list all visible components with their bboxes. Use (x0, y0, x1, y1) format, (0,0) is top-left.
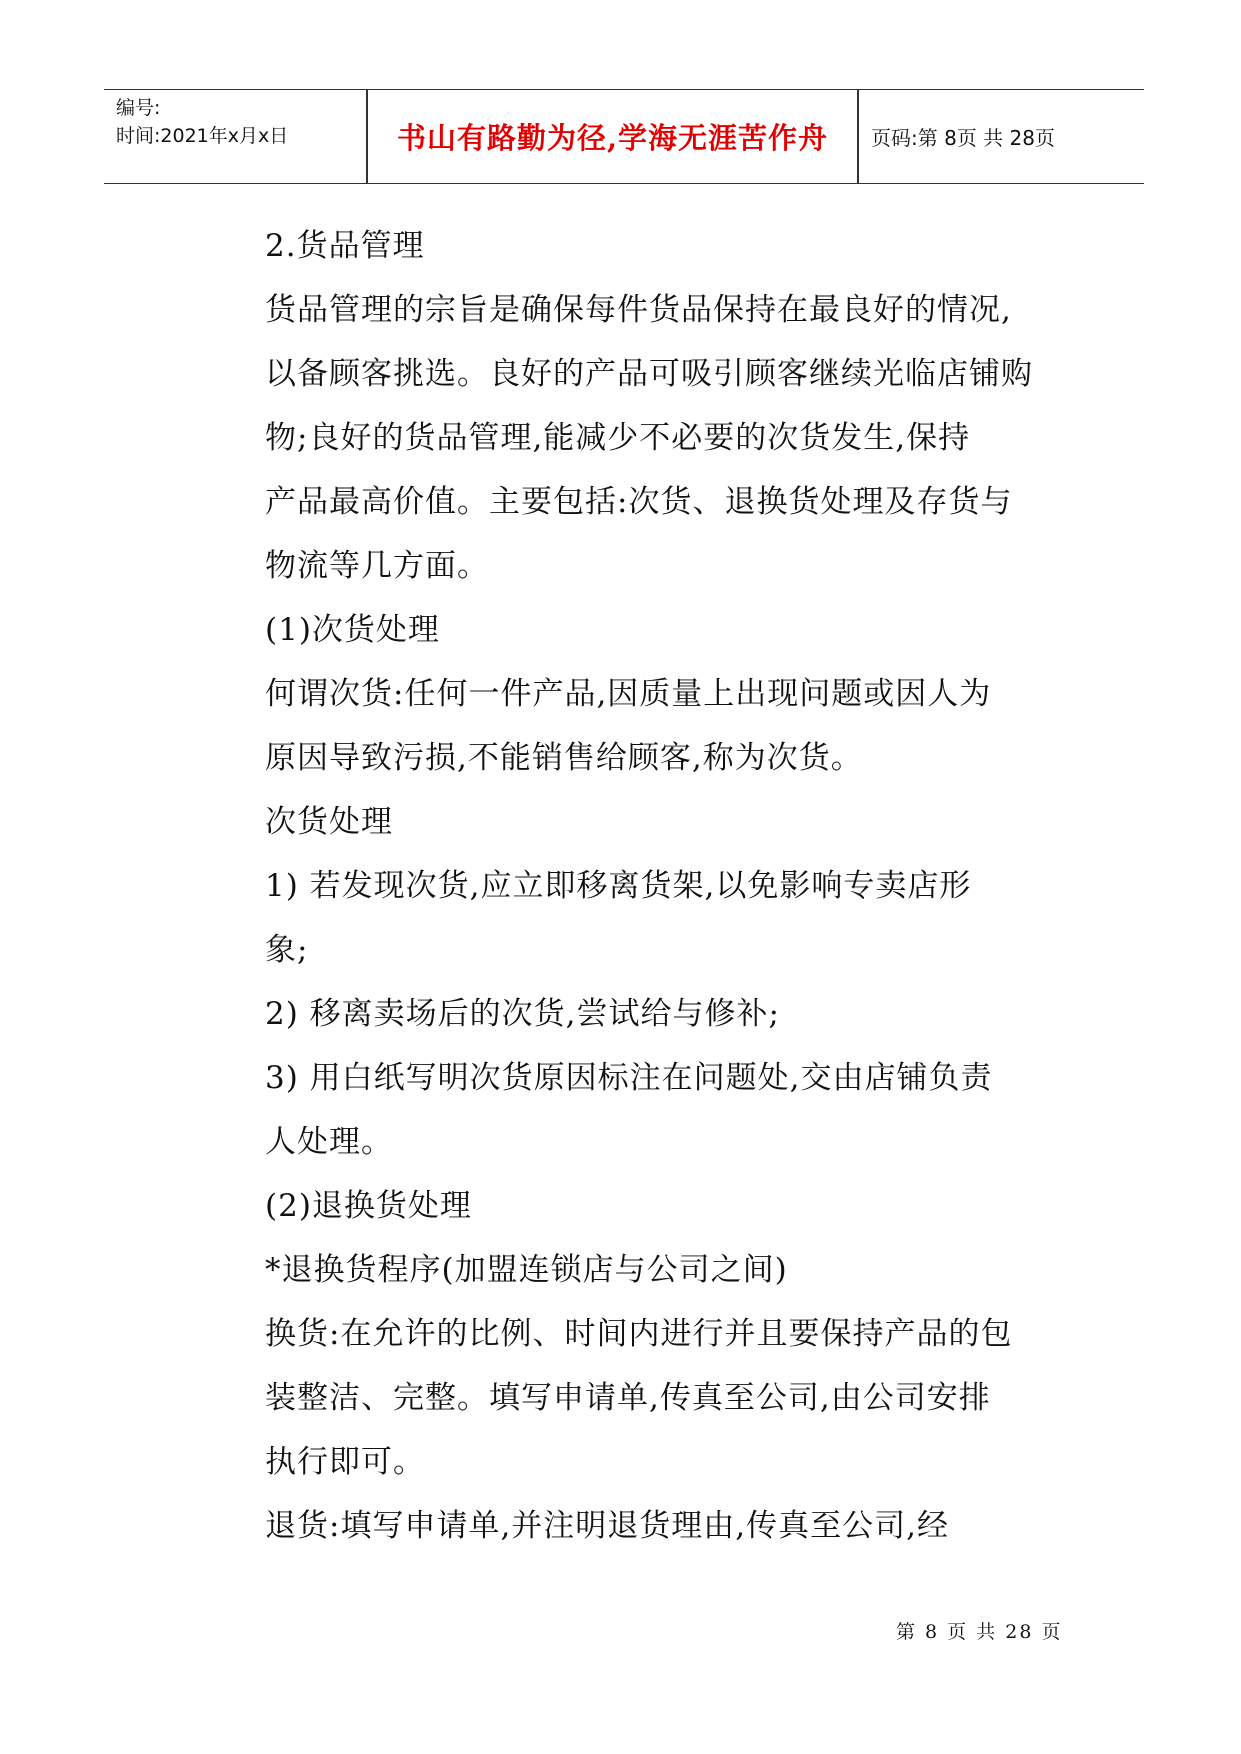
list-item: 3) 用白纸写明次货原因标注在问题处,交由店铺负责 (265, 1060, 993, 1096)
time-label: 时间:2021年x月x日 (116, 125, 289, 147)
header-divider (857, 90, 859, 183)
subsection-heading: (1)次货处理 (265, 612, 440, 648)
page-footer: 第 8 页 共 28 页 (896, 1621, 1063, 1643)
body-line: 退货:填写申请单,并注明退货理由,传真至公司,经 (265, 1508, 950, 1544)
body-line: 以备顾客挑选。良好的产品可吸引顾客继续光临店铺购 (265, 356, 1033, 392)
number-label: 编号: (116, 97, 161, 119)
page-header (104, 89, 1144, 184)
list-item: 1) 若发现次货,应立即移离货架,以免影响专卖店形 (265, 868, 972, 904)
body-line: 货品管理的宗旨是确保每件货品保持在最良好的情况, (265, 292, 1012, 328)
body-line: 次货处理 (265, 804, 393, 840)
subsection-heading: (2)退换货处理 (265, 1188, 472, 1224)
header-page-info: 页码:第 8页 共 28页 (871, 126, 1055, 150)
body-line: 物流等几方面。 (265, 548, 489, 584)
header-motto: 书山有路勤为径,学海无涯苦作舟 (396, 121, 829, 155)
body-line: 执行即可。 (265, 1444, 425, 1480)
body-line: 装整洁、完整。填写申请单,传真至公司,由公司安排 (265, 1380, 991, 1416)
body-line: 何谓次货:任何一件产品,因质量上出现问题或因人为 (265, 676, 992, 712)
body-line: 换货:在允许的比例、时间内进行并且要保持产品的包 (265, 1316, 1013, 1352)
list-item: 2) 移离卖场后的次货,尝试给与修补; (265, 996, 780, 1032)
header-meta (116, 94, 288, 150)
body-line: 物;良好的货品管理,能减少不必要的次货发生,保持 (265, 420, 971, 456)
section-heading: 2.货品管理 (265, 228, 425, 264)
list-item-continued: 象; (265, 932, 309, 968)
body-line: 原因导致污损,不能销售给顾客,称为次货。 (265, 740, 863, 776)
list-item-continued: 人处理。 (265, 1124, 393, 1160)
procedure-heading: *退换货程序(加盟连锁店与公司之间) (265, 1252, 788, 1288)
body-line: 产品最高价值。主要包括:次货、退换货处理及存货与 (265, 484, 1013, 520)
document-body (265, 214, 1065, 1558)
